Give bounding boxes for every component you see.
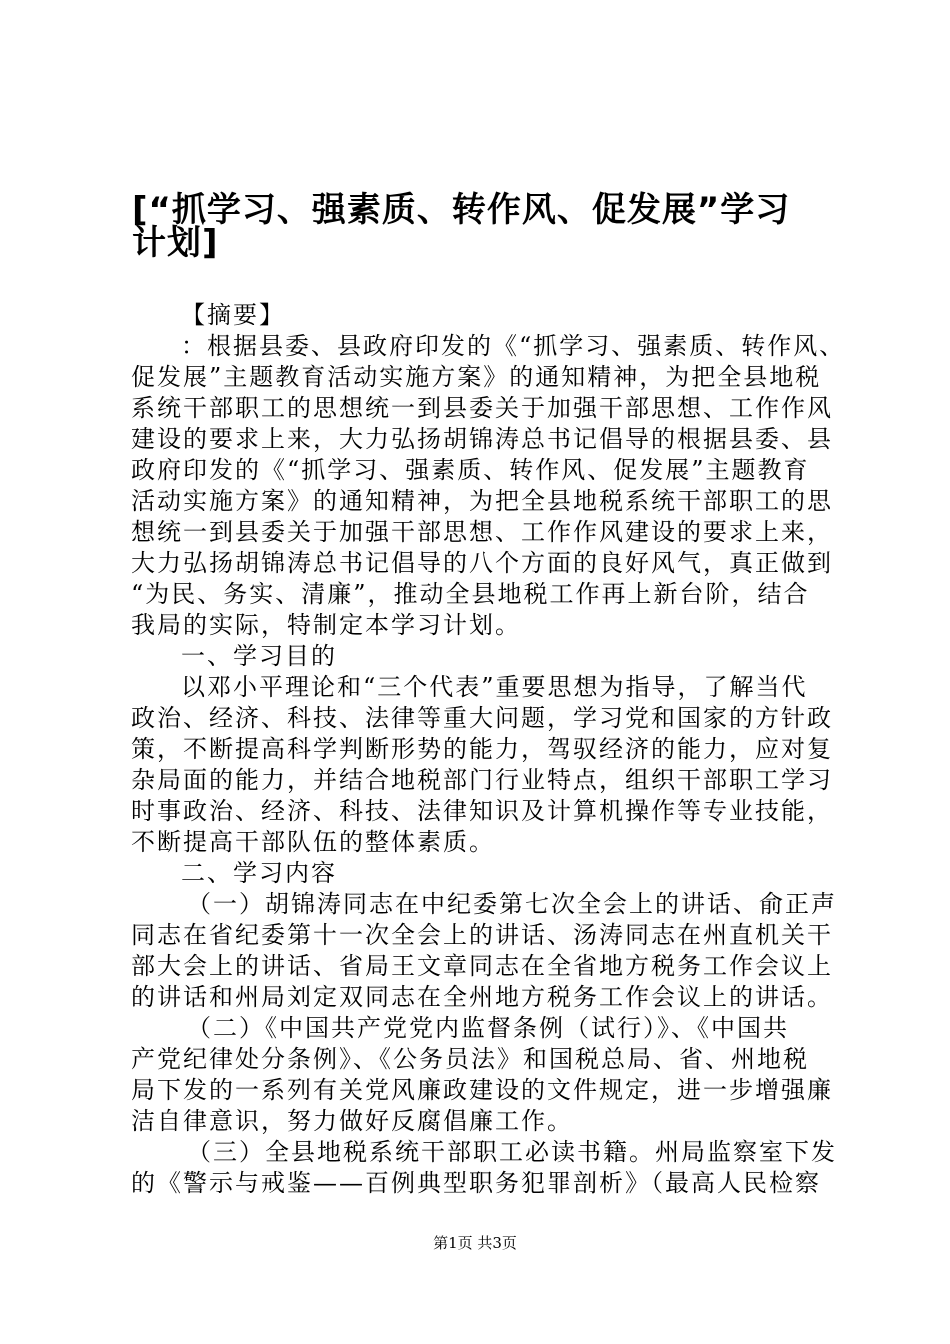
paragraph-line: 活动实施方案》的通知精神，为把全县地税系统干部职工的思	[131, 487, 833, 515]
paragraph-line: 建设的要求上来，大力弘扬胡锦涛总书记倡导的根据县委、县	[131, 425, 833, 453]
section-heading-purpose: 一、学习目的	[181, 642, 337, 670]
paragraph-line: ：根据县委、县政府印发的《“抓学习、强素质、转作风、	[181, 332, 846, 360]
paragraph-line: 政治、经济、科技、法律等重大问题，学习党和国家的方针政	[131, 704, 833, 732]
paragraph-line: 洁自律意识，努力做好反腐倡廉工作。	[131, 1107, 573, 1135]
section-heading-content: 二、学习内容	[181, 859, 337, 887]
paragraph-line: 策，不断提高科学判断形势的能力，驾驭经济的能力，应对复	[131, 735, 833, 763]
document-title-line-2: 计划]	[132, 223, 219, 263]
paragraph-line: （一）胡锦涛同志在中纪委第七次全会上的讲话、俞正声	[187, 890, 837, 918]
paragraph-line: 同志在省纪委第十一次全会上的讲话、汤涛同志在州直机关干	[131, 921, 833, 949]
page-number-footer: 第1页 共3页	[433, 1234, 517, 1252]
paragraph-line: 时事政治、经济、科技、法律知识及计算机操作等专业技能，	[131, 797, 833, 825]
paragraph-line: 以邓小平理论和“三个代表”重要思想为指导，了解当代	[181, 673, 808, 701]
paragraph-line: 大力弘扬胡锦涛总书记倡导的八个方面的良好风气，真正做到	[131, 549, 833, 577]
paragraph-line: 部大会上的讲话、省局王文章同志在全省地方税务工作会议上	[131, 952, 833, 980]
paragraph-line: 产党纪律处分条例》、《公务员法》和国税总局、省、州地税	[131, 1045, 809, 1073]
paragraph-line: 想统一到县委关于加强干部思想、工作作风建设的要求上来，	[131, 518, 833, 546]
paragraph-line: 我局的实际，特制定本学习计划。	[131, 611, 521, 639]
abstract-heading: 【摘要】	[181, 301, 285, 329]
paragraph-line: 的讲话和州局刘定双同志在全州地方税务工作会议上的讲话。	[131, 983, 833, 1011]
paragraph-line: 的《警示与戒鉴——百例典型职务犯罪剖析》（最高人民检察	[131, 1169, 821, 1197]
document-title-line-1: [“抓学习、强素质、转作风、促发展”学习	[132, 190, 791, 230]
paragraph-line: “为民、务实、清廉”，推动全县地税工作再上新台阶，结合	[131, 580, 810, 608]
paragraph-line: 不断提高干部队伍的整体素质。	[131, 828, 495, 856]
paragraph-line: （三）全县地税系统干部职工必读书籍。州局监察室下发	[187, 1138, 837, 1166]
paragraph-line: 促发展”主题教育活动实施方案》的通知精神，为把全县地税	[131, 363, 822, 391]
paragraph-line: 政府印发的《“抓学习、强素质、转作风、促发展”主题教育	[131, 456, 810, 484]
paragraph-line: 局下发的一系列有关党风廉政建设的文件规定，进一步增强廉	[131, 1076, 833, 1104]
paragraph-line: 系统干部职工的思想统一到县委关于加强干部思想、工作作风	[131, 394, 833, 422]
paragraph-line: 杂局面的能力，并结合地税部门行业特点，组织干部职工学习	[131, 766, 833, 794]
paragraph-line: （二）《中国共产党党内监督条例（试行）》、《中国共	[187, 1014, 789, 1042]
